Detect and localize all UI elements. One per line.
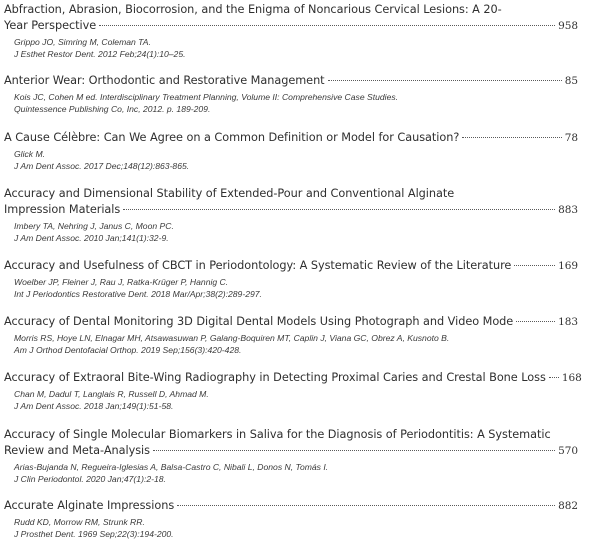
entry-source: J Am Dent Assoc. 2010 Jan;141(1):32-9. (14, 233, 169, 243)
entry-title[interactable]: Accuracy of Extraoral Bite-Wing Radiography in Detecting Proximal Caries and Crestal Bone Loss (4, 371, 546, 384)
entry-title-row (4, 370, 582, 386)
entry-title[interactable]: Accurate Alginate Impressions (4, 499, 175, 512)
entry-title[interactable]: Accuracy of Dental Monitoring 3D Digital Dental Models Using Photograph and Video Mode (4, 315, 514, 328)
entry-source: Quintessence Publishing Co, Inc, 2012. p. 189-209. (14, 104, 211, 114)
page-number[interactable]: 958 (558, 20, 578, 32)
dot-leader (462, 136, 561, 138)
entry-authors: Glick M. (14, 149, 46, 159)
entry-title[interactable]: Year Perspective (4, 19, 97, 32)
page-number[interactable]: 882 (558, 500, 578, 512)
index-entry[interactable] (4, 186, 578, 244)
entry-authors: Chan M, Dadul T, Langlais R, Russell D, Ahmad M. (14, 389, 209, 399)
entry-title[interactable]: Accuracy and Usefulness of CBCT in Periodontology: A Systematic Review of the Literature (4, 259, 512, 272)
dot-leader (177, 504, 555, 506)
index-entry[interactable] (4, 130, 578, 172)
entry-source: J Am Dent Assoc. 2018 Jan;149(1):51-58. (14, 401, 174, 411)
index-entry[interactable] (4, 2, 578, 60)
entry-authors: Rudd KD, Morrow RM, Strunk RR. (14, 517, 145, 527)
page-number[interactable]: 78 (564, 132, 578, 144)
page-number[interactable]: 168 (561, 372, 582, 384)
index-entry[interactable] (4, 314, 578, 356)
dot-leader (549, 376, 559, 378)
entry-authors: Imbery TA, Nehring J, Janus C, Moon PC. (14, 221, 174, 231)
entry-authors: Morris RS, Hoye LN, Elnagar MH, Atsawasuwan P, Galang-Boquiren MT, Caplin J, Viana GC, Obrez A, Kusnoto B. (14, 333, 450, 343)
entry-authors: Grippo JO, Simring M, Coleman TA. (14, 37, 151, 47)
page-number[interactable]: 169 (558, 260, 578, 272)
page-number[interactable]: 883 (558, 204, 578, 216)
dot-leader (123, 208, 555, 210)
entry-source: Am J Orthod Dentofacial Orthop. 2019 Sep;156(3):420-428. (14, 345, 242, 355)
entry-source: J Esthet Restor Dent. 2012 Feb;24(1):10–25. (14, 49, 186, 59)
page-number[interactable]: 570 (558, 445, 578, 457)
entry-authors: Arias-Bujanda N, Regueira-Iglesias A, Balsa-Castro C, Nibali L, Donos N, Tomás I. (14, 462, 329, 472)
entry-title-row (4, 314, 578, 330)
entry-title-row (4, 258, 578, 274)
dot-leader (514, 264, 555, 266)
entry-title-row (4, 202, 578, 218)
entry-source: J Clin Periodontol. 2020 Jan;47(1):2-18. (14, 474, 166, 484)
entry-authors: Woelber JP, Fleiner J, Rau J, Ratka-Krüger P, Hannig C. (14, 277, 229, 287)
index-entry[interactable] (4, 370, 582, 412)
entry-title[interactable]: Review and Meta-Analysis (4, 444, 150, 457)
entry-authors: Kois JC, Cohen M ed. Interdisciplinary Treatment Planning, Volume II: Comprehensive Case Studies. (14, 92, 399, 102)
dot-leader (99, 24, 555, 26)
entry-title-row (4, 443, 578, 459)
entry-source: J Prosthet Dent. 1969 Sep;22(3):194-200. (14, 529, 174, 539)
entry-title[interactable]: A Cause Célèbre: Can We Agree on a Common Definition or Model for Causation? (4, 131, 460, 144)
entry-source: J Am Dent Assoc. 2017 Dec;148(12):863-865. (14, 161, 190, 171)
entry-title-row (4, 498, 578, 514)
entry-title[interactable]: Anterior Wear: Orthodontic and Restorative Management (4, 74, 325, 87)
entry-title[interactable]: Abfraction, Abrasion, Biocorrosion, and the Enigma of Noncarious Cervical Lesions: A 20- (4, 3, 502, 16)
index-entry[interactable] (4, 258, 578, 300)
index-entry[interactable] (4, 73, 578, 115)
page-number[interactable]: 183 (558, 316, 578, 328)
entry-title[interactable]: Accuracy of Single Molecular Biomarkers in Saliva for the Diagnosis of Periodontitis: A Systematic (4, 428, 551, 441)
dot-leader (516, 320, 555, 322)
entry-title[interactable]: Impression Materials (4, 203, 121, 216)
entry-title-row (4, 130, 578, 146)
dot-leader (328, 79, 562, 81)
entry-title-row (4, 73, 578, 89)
entry-title-row (4, 18, 578, 34)
dot-leader (153, 449, 555, 451)
entry-source: Int J Periodontics Restorative Dent. 2018 Mar/Apr;38(2):289-297. (14, 289, 262, 299)
index-entry[interactable] (4, 427, 578, 485)
entry-title[interactable]: Accuracy and Dimensional Stability of Extended-Pour and Conventional Alginate (4, 187, 455, 200)
page-number[interactable]: 85 (564, 75, 578, 87)
index-entry[interactable] (4, 498, 578, 540)
